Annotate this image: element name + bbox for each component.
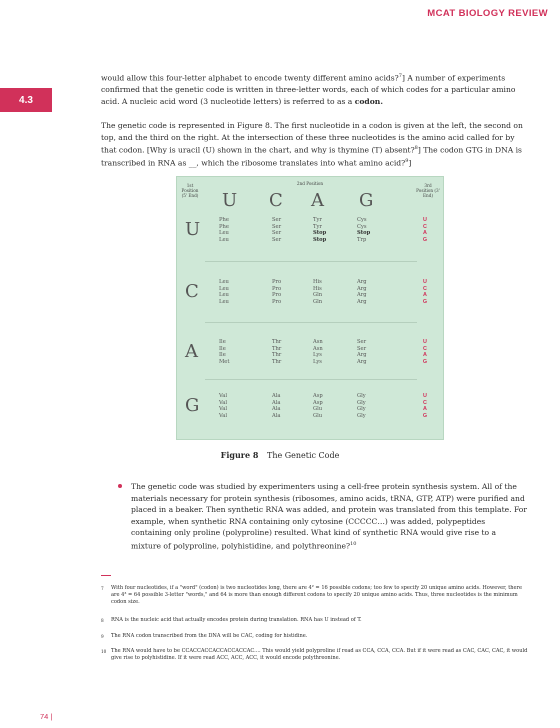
amino-acid-cell: Asn [313,345,323,352]
third-position-base: A [423,352,427,359]
p1-bold-term: codon. [354,96,383,106]
amino-acid-cell: Gly [357,406,366,413]
bullet-text: The genetic code was studied by experimenters using a cell-free protein synthesis system. All of the materials necessary for protein synthesis (ribosomes, amino acids, tRNA, GTP, ATP) were purified and placed in a beaker. Then synthetic RNA was added, and protein was translated from this template. For example, when synthetic RNA containing only cytosine (CCCCC…) was added, polypeptides containing only proline (polyproline) resulted. What kind of synthetic RNA would give rise to a mixture of polyproline, polyhistidine, and polythreonine? [131,482,528,551]
amino-acid-cell: His [313,285,322,292]
amino-acid-cell: Asp [313,399,323,406]
third-position-base: A [423,292,427,299]
first-position-base-a: A [185,341,198,362]
codon-block-aa [313,339,323,365]
third-position-base: G [422,298,428,305]
codon-block-ac [272,339,281,365]
third-position-base: U [423,217,427,223]
amino-acid-cell: Asp [313,393,323,399]
amino-acid-cell: Val [219,412,228,419]
first-position-base-c: C [185,281,199,302]
third-position-base: C [423,285,427,292]
amino-acid-cell: Leu [219,236,229,243]
footnote-number: 10 [101,649,107,654]
amino-acid-cell: Lys [313,352,322,359]
amino-acid-cell: Thr [272,358,282,365]
second-position-base-u: U [222,190,238,211]
amino-acid-cell: Stop [313,236,327,243]
first-position-label: 1st Position (5' End) [181,183,199,199]
bullet-paragraph [131,481,528,552]
third-position-column [419,217,431,243]
amino-acid-cell: Arg [357,285,367,292]
amino-acid-cell: Pro [272,285,282,292]
amino-acid-cell: Arg [357,352,367,359]
second-position-label: 2nd Position [296,181,324,186]
amino-acid-cell: Pro [272,298,282,305]
amino-acid-cell: Ser [272,217,282,223]
amino-acid-cell: Leu [219,285,229,292]
amino-acid-cell: Ser [272,230,282,237]
amino-acid-cell: Asn [313,339,323,345]
amino-acid-cell: Stop [313,230,327,237]
p2-footnote-ref-9[interactable]: 9 [405,158,409,165]
amino-acid-cell: Thr [272,352,282,359]
amino-acid-cell: Leu [219,292,229,299]
footnote-text: The RNA codon transcribed from the DNA will be CAC, coding for histidine. [111,633,308,639]
codon-block-ug [357,217,370,243]
third-position-base: U [423,339,427,345]
footnote-9 [101,633,531,640]
chapter-tab: 4.3 [0,88,52,112]
amino-acid-cell: Val [219,393,228,399]
amino-acid-cell: Pro [272,279,282,285]
footnote-text: RNA is the nucleic acid that actually encodes protein during translation. RNA has U instead of T. [111,617,362,623]
codon-block-ag [357,339,367,365]
footnote-7 [101,585,531,607]
amino-acid-cell: Gln [313,298,323,305]
bullet-footnote-ref[interactable]: 10 [350,540,357,547]
amino-acid-cell: Ala [272,406,281,413]
genetic-code-figure [176,176,444,440]
row-divider [205,322,417,323]
amino-acid-cell: Glu [313,412,323,419]
third-position-column [419,339,431,365]
amino-acid-cell: Glu [313,406,323,413]
codon-block-gu [219,393,227,419]
amino-acid-cell: Gly [357,399,366,406]
footnote-number: 8 [101,618,104,623]
amino-acid-cell: Gln [313,292,323,299]
second-position-base-a: A [311,190,324,211]
footnote-10 [101,648,531,662]
amino-acid-cell: Arg [357,292,367,299]
bullet-icon [118,484,122,488]
third-position-base: G [422,412,428,419]
running-header: MCAT BIOLOGY REVIEW [427,8,548,19]
second-position-base-g: G [359,190,374,211]
amino-acid-cell: Met [219,358,230,365]
amino-acid-cell: Ala [272,393,281,399]
amino-acid-cell: Leu [219,298,229,305]
amino-acid-cell: Arg [357,358,367,365]
codon-block-cu [219,279,229,305]
amino-acid-cell: Pro [272,292,282,299]
p1-text-b: ] A number of experiments confirmed that the genetic code is written in three-letter words, each of which codes for a particular amino acid. A nucleic acid word (3 nucleotide letters) is referred to as a [101,73,516,106]
codon-block-gc [272,393,281,419]
amino-acid-cell: His [313,279,322,285]
amino-acid-cell: Tyr [313,217,322,223]
amino-acid-cell: Thr [272,339,282,345]
third-position-base: G [422,358,428,365]
third-position-base: C [423,223,427,230]
amino-acid-cell: Ala [272,399,281,406]
footnote-number: 9 [101,634,104,639]
paragraph-1 [101,71,529,107]
amino-acid-cell: Lys [313,358,322,365]
p2-footnote-ref-8[interactable]: 8 [414,145,418,151]
third-position-column [419,279,431,305]
page-number: 74 | [40,712,53,721]
p1-text-a: would allow this four-letter alphabet to encode twenty different amino acids? [101,73,399,83]
codon-block-uc [272,217,281,243]
p2-text-b: ] The codon GTG in DNA is transcribed in RNA as __, which the ribosome translates into what amino acid? [101,145,522,168]
amino-acid-cell: Arg [357,298,367,305]
amino-acid-cell: Ser [357,345,367,352]
figure-caption [0,450,560,460]
amino-acid-cell: Ala [272,412,281,419]
footnote-text: The RNA would have to be CCACCACCACCACCACCAC.... This would yield polyproline if read as CCA, CCA, CCA. But if it were read as CAC, CAC, CAC, it would give rise to polyhistidine. If it were read ACC, ACC, ACC, it would encode polythreonine. [111,648,528,662]
second-position-base-c: C [269,190,283,211]
amino-acid-cell: Ser [272,223,282,230]
codon-block-ca [313,279,322,305]
amino-acid-cell: Tyr [313,223,322,230]
third-position-label: 3rd Position (3' End) [416,183,440,199]
codon-block-uu [219,217,229,243]
footnote-divider [101,575,111,576]
amino-acid-cell: Gly [357,412,366,419]
amino-acid-cell: Ser [272,236,282,243]
amino-acid-cell: Val [219,399,228,406]
codon-block-cg [357,279,367,305]
first-position-base-u: U [185,219,201,240]
amino-acid-cell: Cys [357,223,367,230]
p2-text-a: The genetic code is represented in Figure 8. The first nucleotide in a codon is given at the left, the second on top, and the third on the right. At the intersection of these three nucleotides is the amino acid called for by that codon. [Why is uracil (U) shown in the chart, and why is thymine (T) absent? [101,121,523,155]
codon-block-gg [357,393,366,419]
amino-acid-cell: Gly [357,393,366,399]
footnote-number: 7 [101,586,104,591]
third-position-base: C [423,345,427,352]
third-position-column [419,393,431,419]
codon-block-ga [313,393,323,419]
p1-footnote-ref[interactable]: 7 [398,73,402,79]
third-position-base: U [423,279,427,285]
amino-acid-cell: Ile [219,345,226,352]
amino-acid-cell: Thr [272,345,282,352]
amino-acid-cell: Ile [219,352,226,359]
amino-acid-cell: Phe [219,217,229,223]
row-divider [205,261,417,262]
third-position-base: C [423,399,427,406]
amino-acid-cell: Ile [219,339,226,345]
amino-acid-cell: Leu [219,230,229,237]
third-position-base: G [422,236,428,243]
row-divider [205,379,417,380]
footnote-text: With four nucleotides, if a "word" (codon) is two nucleotides long, there are 4² = 16 possible codons; too few to specify 20 unique amino acids. However, there are 4³ = 64 possible 3-letter "words," and 64 is more than enough different codons to specify 20 unique amino acids. Thus, three nucleotides is the minimum codon size. [111,585,523,606]
amino-acid-cell: Leu [219,279,229,285]
amino-acid-cell: Stop [357,230,371,237]
figure-caption-label: Figure 8 [220,450,259,460]
amino-acid-cell: Phe [219,223,229,230]
amino-acid-cell: Trp [357,236,367,243]
amino-acid-cell: Cys [357,217,367,223]
codon-block-cc [272,279,281,305]
p2-text-c: ] [408,158,412,168]
third-position-base: A [423,230,427,237]
amino-acid-cell: Ser [357,339,367,345]
amino-acid-cell: Arg [357,279,367,285]
first-position-base-g: G [185,395,200,416]
third-position-base: A [423,406,427,413]
paragraph-2 [101,120,529,169]
amino-acid-cell: Val [219,406,228,413]
codon-block-au [219,339,229,365]
footnote-8 [101,617,531,624]
figure-caption-text: The Genetic Code [266,451,340,460]
third-position-base: U [423,393,427,399]
codon-block-ua [313,217,326,243]
